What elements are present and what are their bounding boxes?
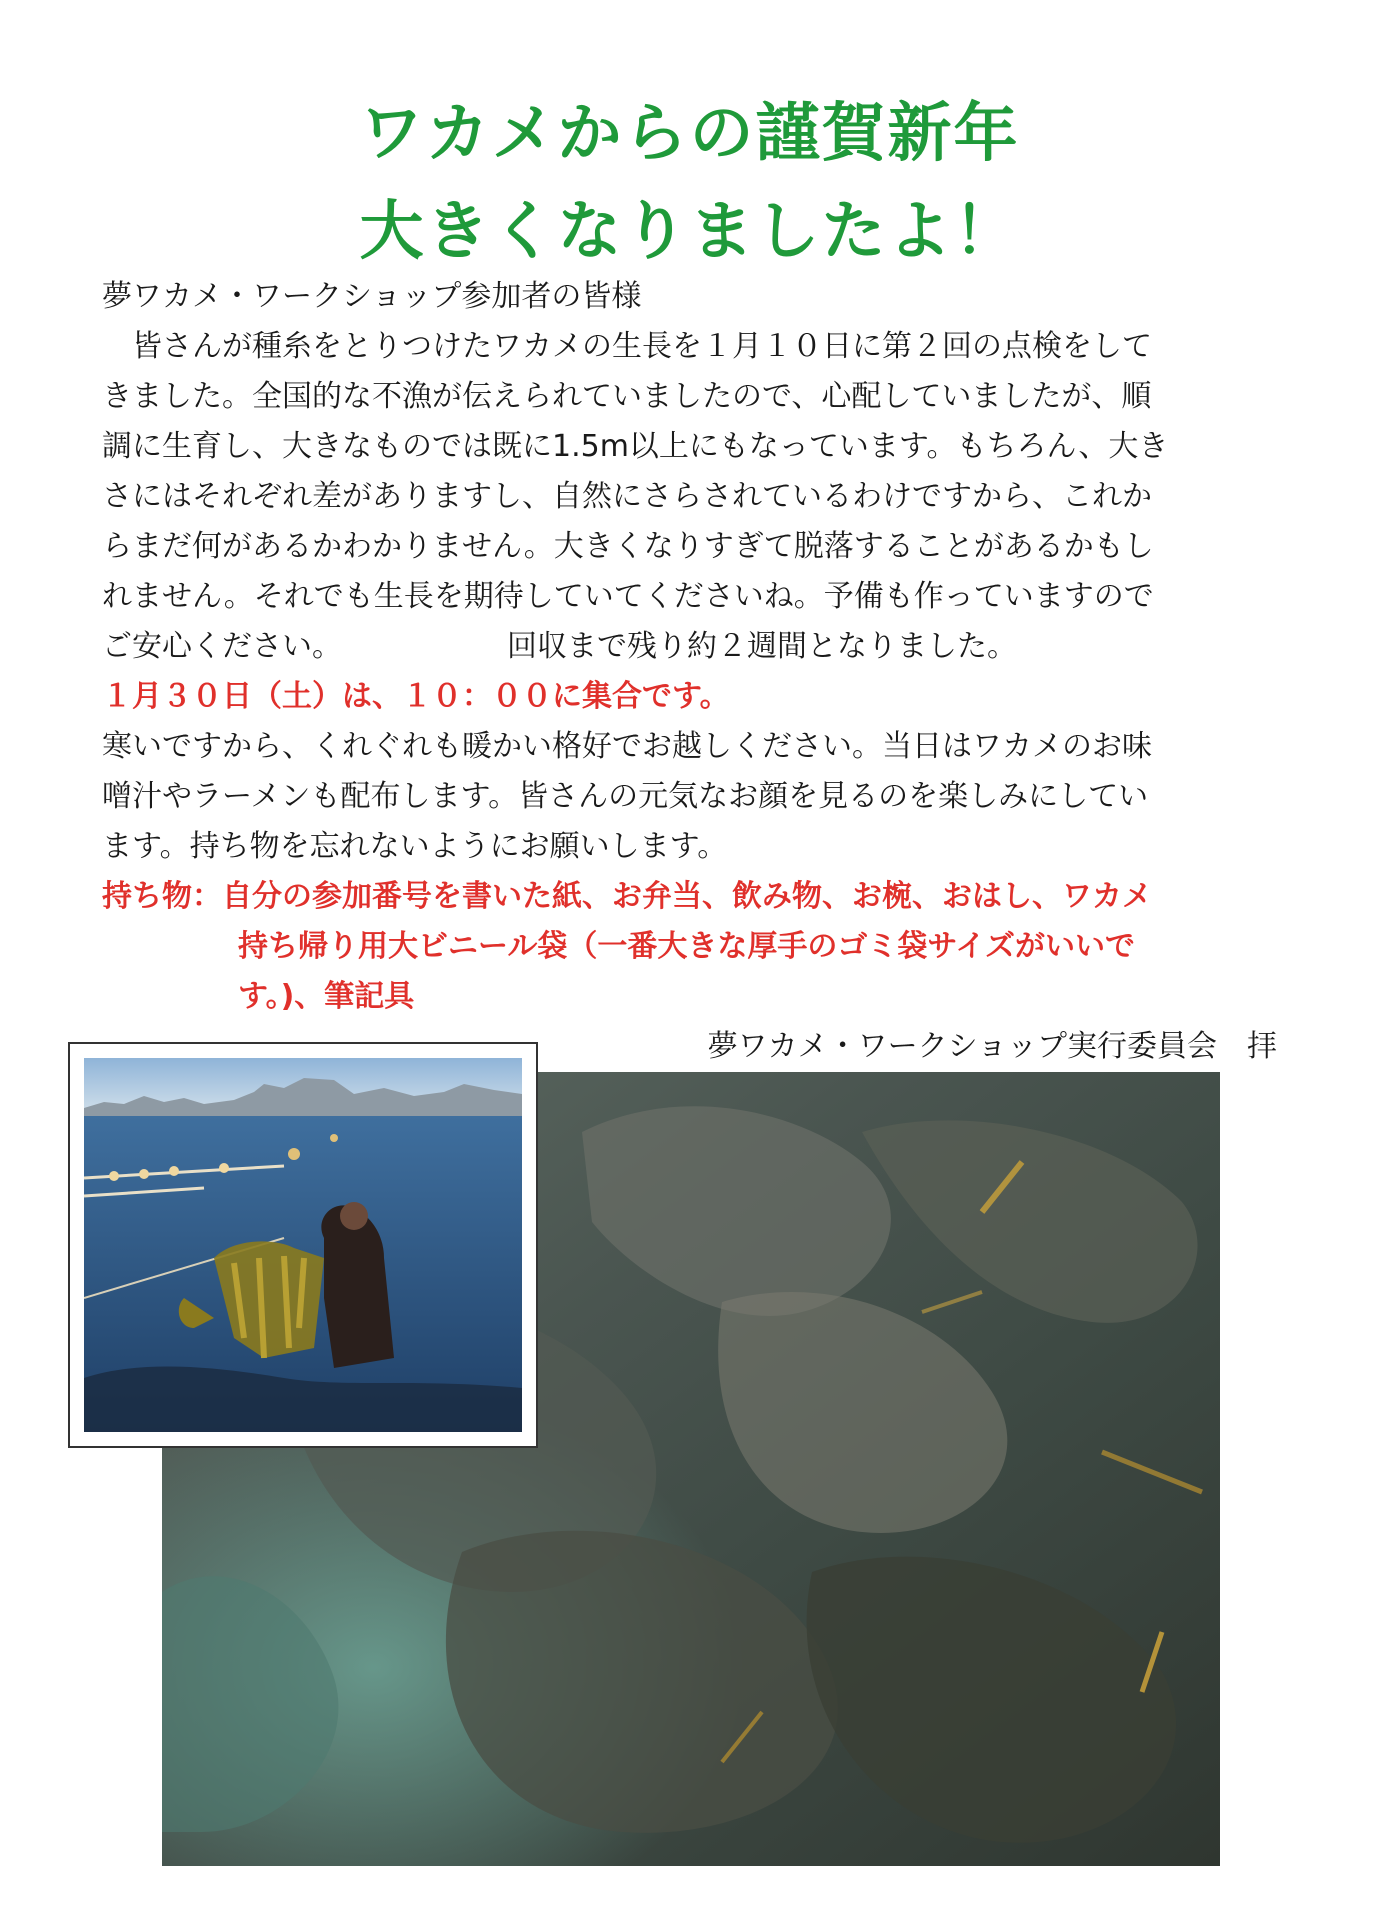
body-paragraph-1 <box>102 322 1292 672</box>
body-line: 皆さんが種糸をとりつけたワカメの生長を１月１０日に第２回の点検をして <box>102 329 1152 364</box>
title-line-2: 大きくなりましたよ！ <box>359 195 1020 269</box>
items-line: す。)、筆記具 <box>238 979 415 1014</box>
body-line: 調に生育し、大きなものでは既に1.5m以上にもなっています。もちろん、大き <box>102 429 1169 464</box>
body-line: ます。持ち物を忘れないようにお願いします。 <box>102 829 728 864</box>
items-line: 持ち帰り用大ビニール袋（一番大きな厚手のゴミ袋サイズがいいで <box>238 929 1135 964</box>
greeting: 夢ワカメ・ワークショップ参加者の皆様 <box>102 279 642 314</box>
body-line: れません。それでも生長を期待していてくださいね。予備も作っていますので <box>102 579 1154 614</box>
title-line-1: ワカメからの謹賀新年 <box>359 97 1020 171</box>
items-list <box>102 872 1292 1022</box>
meeting-notice: １月３０日（土）は、１０：００に集合です。 <box>102 679 730 714</box>
body-paragraph-2 <box>102 722 1292 872</box>
signature: 夢ワカメ・ワークショップ実行委員会 拝 <box>707 1029 1277 1064</box>
body-line: さにはそれぞれ差がありますし、自然にさらされているわけですから、これか <box>102 479 1152 514</box>
wakame-harvest-photo <box>68 1042 538 1448</box>
body-line: らまだ何があるかわかりません。大きくなりすぎて脱落することがあるかもし <box>102 529 1154 564</box>
body-line: きました。全国的な不漁が伝えられていましたので、心配していましたが、順 <box>102 379 1152 414</box>
body-line: ご安心ください。 回収まで残り約２週間となりました。 <box>102 629 1017 664</box>
body-line: 寒いですから、くれぐれも暖かい格好でお越しください。当日はワカメのお味 <box>102 729 1152 764</box>
body-line: 噌汁やラーメンも配布します。皆さんの元気なお顔を見るのを楽しみにしてい <box>102 779 1149 814</box>
items-line: 持ち物：自分の参加番号を書いた紙、お弁当、飲み物、お椀、おはし、ワカメ <box>102 879 1152 914</box>
